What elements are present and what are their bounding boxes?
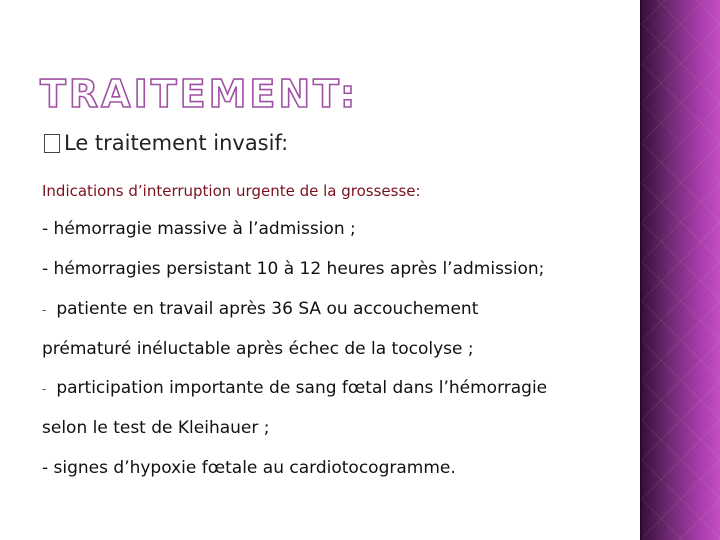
decorative-side-panel bbox=[642, 0, 720, 540]
list-item bbox=[42, 377, 547, 400]
checkbox-bullet-icon bbox=[44, 134, 60, 153]
dash-marker: - bbox=[42, 303, 47, 317]
subheading bbox=[44, 128, 288, 158]
list-item-continuation: selon le test de Kleihauer ; bbox=[42, 418, 270, 438]
list-item: - hémorragies persistant 10 à 12 heures après l’admission; bbox=[42, 259, 545, 279]
indications-heading: Indications d’interruption urgente de la grossesse: bbox=[42, 182, 421, 200]
list-item-text: patiente en travail après 36 SA ou accouchement bbox=[56, 299, 479, 319]
list-item: - signes d’hypoxie fœtale au cardiotocogramme. bbox=[42, 458, 456, 478]
subheading-text: Le traitement invasif: bbox=[64, 131, 289, 155]
list-item: - hémorragie massive à l’admission ; bbox=[42, 219, 356, 239]
list-item-continuation: prématuré inéluctable après échec de la tocolyse ; bbox=[42, 339, 474, 359]
slide-title: TRAITEMENT: bbox=[40, 72, 359, 116]
list-item-text: participation importante de sang fœtal dans l’hémorragie bbox=[56, 378, 548, 398]
list-item bbox=[42, 298, 478, 321]
dash-marker: - bbox=[42, 382, 47, 396]
